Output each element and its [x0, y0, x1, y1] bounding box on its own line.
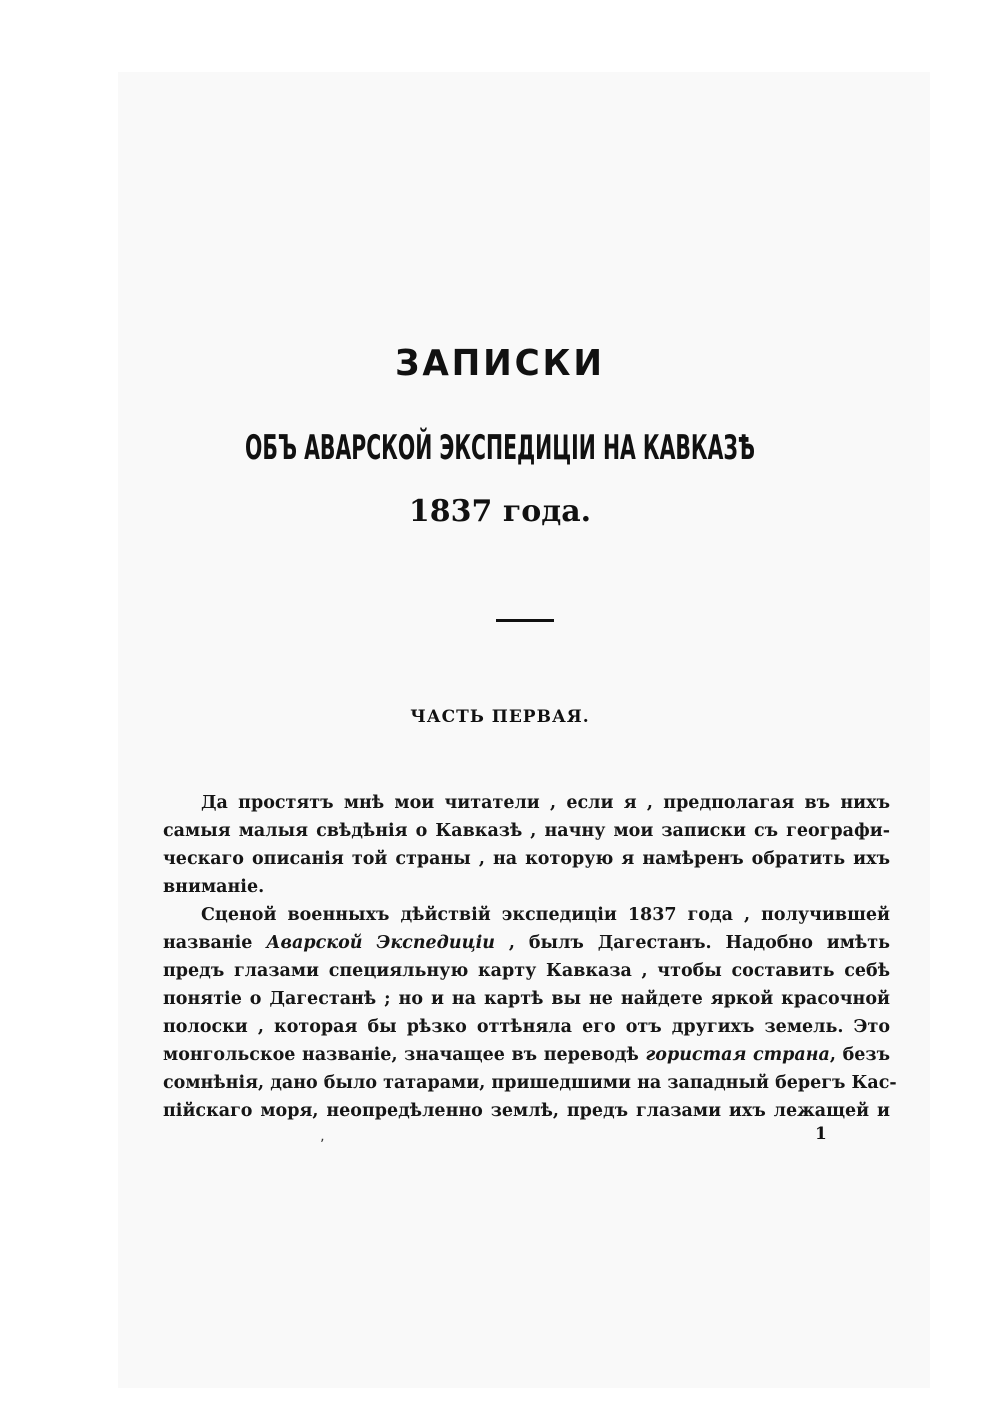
paragraph-2-line-6 — [163, 1043, 890, 1067]
paragraph-2-line-7: сомнѣнія, дано было татарами, пришедшими на западный берегъ Кас- — [163, 1073, 897, 1093]
paragraph-1-line-4: вниманіе. — [163, 877, 265, 897]
paragraph-1-line-1: Да простятъ мнѣ мои читатели , если я , предполагая въ нихъ — [201, 793, 890, 813]
page-number: 1 — [815, 1124, 827, 1144]
plain-text: , былъ Дагестанъ. Надобно имѣть — [495, 933, 890, 953]
paragraph-1-line-2: самыя малыя свѣдѣнія о Кавказѣ , начну мои записки съ географи- — [163, 821, 890, 841]
paragraph-2-line-8: пійскаго моря, неопредѣленно землѣ, предъ глазами ихъ лежащей и — [163, 1101, 890, 1121]
paragraph-2-line-3: предъ глазами специяльную карту Кавказа , чтобы составить себѣ — [163, 961, 890, 981]
part-heading: ЧАСТЬ ПЕРВАЯ. — [410, 707, 590, 727]
page-sheet — [118, 72, 930, 1388]
paragraph-2-line-2 — [163, 931, 890, 955]
paragraph-2-line-1: Сценой военныхъ дѣйствій экспедиціи 1837 года , получившей — [201, 905, 890, 925]
italic-term: гористая страна — [645, 1045, 830, 1065]
plain-text: монгольское названіе, значащее въ переводѣ — [163, 1045, 646, 1065]
book-year: 1837 года. — [408, 494, 592, 529]
paragraph-2-line-4: понятіе о Дагестанѣ ; но и на картѣ вы не найдете яркой красочной — [163, 989, 890, 1009]
plain-text: названіе — [163, 933, 267, 953]
book-title: ЗАПИСКИ — [395, 343, 605, 384]
paragraph-2-line-5: полоски , которая бы рѣзко оттѣняла его отъ другихъ земель. Это — [163, 1017, 890, 1037]
italic-term: Аварской Экспедиціи — [266, 933, 495, 953]
title-divider-rule — [496, 619, 554, 622]
stray-print-mark: ٬ — [320, 1137, 325, 1153]
paragraph-1-line-3: ческаго описанія той страны , на которую я намѣренъ обратить ихъ — [163, 849, 890, 869]
plain-text: , безъ — [829, 1045, 890, 1065]
book-subtitle: ОБЪ АВАРСКОЙ ЭКСПЕДИЦІИ НА КАВКАЗѢ — [244, 428, 756, 468]
